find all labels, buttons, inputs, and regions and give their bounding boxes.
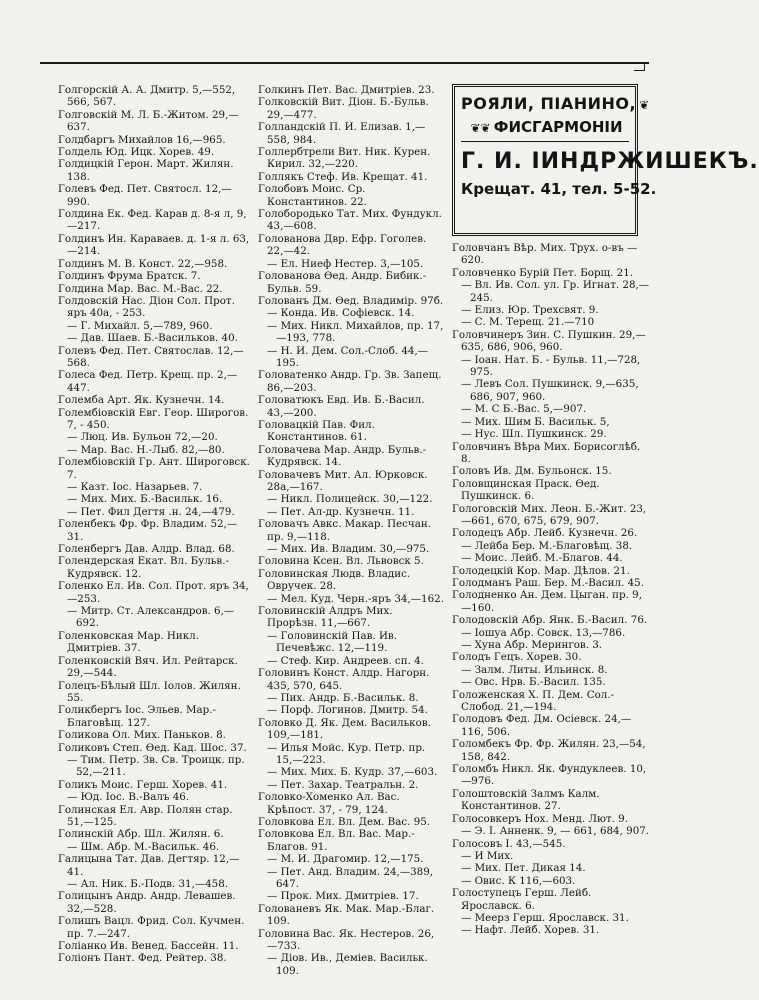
directory-entry: Головкова Ел. Вл. Дем. Вас. 95. <box>258 815 431 828</box>
directory-entry: Голдовскій Нас. Діон Сол. Прот. яръ 40а, - 253. <box>58 294 235 320</box>
directory-entry: Голодманъ Раш. Бер. М.-Васил. 45. <box>452 576 645 589</box>
header-rule-corner <box>634 62 645 71</box>
directory-entry: Головачъ Авкс. Макар. Песчан. пр. 9,—118. <box>258 518 431 543</box>
column-3 <box>452 84 759 937</box>
directory-entry: Головкова Ел. Вл. Вас. Мар.-Благов. 91. <box>258 828 415 853</box>
directory-entry: Голоштовскій Залмъ Калм. Константинов. 27. <box>452 787 600 813</box>
directory-entry: Голованова Двр. Ефр. Гоголев. 22,—42. <box>258 232 427 258</box>
directory-entry: Голембіовскій Евг. Геор. Широгов. 7, - 450. <box>58 406 249 431</box>
directory-entry: — Люц. Ив. Бульон 72,—20. <box>67 431 218 444</box>
directory-entry: — Н. И. Дем. Сол.-Слоб. 44,—195. <box>267 344 429 369</box>
directory-entry: — Ал. Ник. Б.-Подв. 31,—458. <box>67 878 229 890</box>
directory-entry: — Вл. Ив. Сол. ул. Гр. Игнат. 28,—245. <box>461 279 650 304</box>
directory-entry: Голдбаргъ Михайлов 16,—965. <box>58 133 226 146</box>
directory-entry: Голишъ Вацл. Фрид. Сол. Кучмен. пр. 7.—247. <box>58 915 245 940</box>
directory-entry: Голобовъ Моис. Ср. Константинов. 22. <box>258 183 367 208</box>
directory-entry: — Пих. Андр. Б.-Васильк. 8. <box>267 691 419 704</box>
directory-entry: Голландскій П. И. Елизав. 1,—558, 984. <box>258 121 426 146</box>
directory-entry: — Мих. Мих. Б. Кудр. 37,—603. <box>267 766 438 779</box>
directory-entry: Голиковъ Степ. Өед. Кад. Шос. 37. <box>58 741 247 754</box>
directory-entry: Голембіовскій Гр. Ант. Широговск. 7. <box>58 456 250 481</box>
directory-entry: — Нус. Шл. Пушкинск. 29. <box>461 428 607 441</box>
directory-entry: — Нафт. Лейб. Хорев. 31. <box>461 924 600 937</box>
directory-entry: — Мих. Шим Б. Васильк. 5, <box>461 415 610 428</box>
directory-entry: Голдинъ М. В. Конст. 22,—958. <box>58 257 228 270</box>
directory-entry: Голдинъ Ин. Караваев. д. 1-я л. 63,—214. <box>58 232 250 258</box>
directory-entry: — Овис. К 116,—603. <box>461 874 576 887</box>
directory-entry: — Э. І. Анненк. 9, — 661, 684, 907. <box>461 825 650 838</box>
directory-entry: Головко Д. Як. Дем. Васильков. 109,—181. <box>258 716 431 742</box>
directory-entry: Голенковская Мар. Никл. Дмитріев. 37. <box>58 629 199 655</box>
column-2 <box>258 84 444 977</box>
ad-divider <box>461 141 629 142</box>
directory-entry: Головачевъ Мит. Ал. Юрковск. 28а,—167. <box>258 468 428 493</box>
directory-entry: Голдина Мар. Вас. М.-Вас. 22. <box>58 282 223 295</box>
directory-entry: Голосовъ І. 43,—545. <box>452 837 566 850</box>
directory-entry: Голинскій Абр. Шл. Жилян. 6. <box>58 828 224 841</box>
directory-entry: Голицынъ Андр. Андр. Левашев. 32,—528. <box>58 890 236 915</box>
directory-entry: — Митр. Ст. Александров. 6,—692. <box>67 605 235 630</box>
directory-entry: — Елиз. Юр. Трехсвят. 9. <box>461 304 599 317</box>
ad-headline: РОЯЛИ, ПІАНИНО, ❦ <box>461 94 650 113</box>
ornament-icon: ❦ <box>639 98 650 112</box>
directory-entry: Голикбергъ Іос. Эльев. Мар.-Благовѣщ. 127. <box>58 704 217 729</box>
ornament-icon: ❦❦ <box>470 121 491 135</box>
directory-entry: — Мих. Ив. Владим. 30,—975. <box>267 543 430 556</box>
directory-entry: — Илья Мойс. Кур. Петр. пр. 15,—223. <box>267 741 426 766</box>
directory-entry: Головацкій Пав. Фил. Константинов. 61. <box>258 418 375 444</box>
directory-entry: — Стеф. Кир. Андреев. сп. 4. <box>267 654 424 667</box>
directory-entry: Головатюкъ Евд. Ив. Б.-Васил. 43,—200. <box>258 394 425 419</box>
directory-entry: Головчинеръ Зин. С. Пушкин. 29,—635, 686, 906, 960. <box>452 328 646 354</box>
directory-entry: Голлякъ Стеф. Ив. Крещат. 41. <box>258 170 428 183</box>
directory-entry: Голомбекъ Фр. Фр. Жилян. 23,—54, 158, 842. <box>452 738 646 763</box>
directory-entry: Голоступецъ Герш. Лейб. Ярославск. 6. <box>452 887 592 912</box>
directory-entry: — Мих. Пет. Дикая 14. <box>461 862 586 875</box>
directory-entry: — Пет. Захар. Театральн. 2. <box>267 778 419 791</box>
directory-entry: Голдицкій Герон. Март. Жилян. 138. <box>58 158 234 183</box>
directory-entry: Голованова Өед. Андр. Бибик.-Бульв. 59. <box>258 270 427 295</box>
directory-entry: — Діов. Ив., Деміев. Васильк. 109. <box>267 952 428 977</box>
directory-entry: Головачева Мар. Андр. Бульв.-Кудрявск. 14. <box>258 443 427 469</box>
directory-entry: Головатенко Андр. Гр. Зв. Запещ. 86,—203. <box>258 369 442 394</box>
directory-entry: Голодъ Гецъ. Хорев. 30. <box>452 651 582 664</box>
directory-entry: Головина Ксен. Вл. Львовск 5. <box>258 555 424 568</box>
directory-entry: Голоженская Х. П. Дем. Сол.-Слобод. 21,—194. <box>452 688 615 714</box>
directory-entry: Головинская Людв. Владис. Овручек. 28. <box>258 567 411 593</box>
directory-entry: — Г. Михайл. 5,—789, 960. <box>67 319 213 332</box>
directory-entry: Голинская Ел. Авр. Полян стар. 51,—125. <box>58 803 233 828</box>
directory-entry: Голдина Ек. Фед. Карав д. 8-я л, 9,—217. <box>58 208 247 233</box>
directory-entry: — И Мих. <box>461 849 514 862</box>
directory-entry: — Шм. Абр. М.-Васильк. 46. <box>67 840 220 853</box>
column-1 <box>58 84 250 965</box>
directory-entry: Голомбъ Никл. Як. Фундуклеев. 10,—976. <box>452 763 647 788</box>
directory-entry: Головинскій Алдръ Мих. Прорѣзн. 11,—667. <box>258 605 393 630</box>
directory-entry: Голеса Фед. Петр. Крещ. пр. 2,—447. <box>58 369 238 394</box>
directory-entry: Голковскій Вит. Діон. Б.-Бульв. 29,—477. <box>258 96 429 121</box>
directory-entry: — Дав. Шаев. Б.-Васильков. 40. <box>67 332 238 345</box>
directory-entry: Голикова Ол. Мих. Паньков. 8. <box>58 729 226 742</box>
directory-entry: Головченко Бурій Пет. Борщ. 21. <box>452 266 634 279</box>
directory-entry: Голодовъ Фед. Дм. Осіевск. 24,—116, 506. <box>452 713 632 738</box>
directory-entry: — Мар. Вас. Н.-Лыб. 82,—80. <box>67 443 225 456</box>
directory-entry: — Прок. Мих. Дмитріев. 17. <box>267 890 419 903</box>
directory-entry: Голенбергъ Дав. Алдр. Влад. 68. <box>58 543 235 556</box>
directory-entry: — Хуна Абр. Мерингов. 3. <box>461 639 603 651</box>
ad-address: Крещат. 41, тел. 5-52. <box>461 180 657 198</box>
directory-entry: — Тим. Петр. Зв. Св. Троицк. пр. 52,—211. <box>67 753 245 779</box>
directory-entry: — Левъ Сол. Пушкинск. 9,—635, 686, 907, 960. <box>461 378 639 403</box>
directory-entry: Голевъ Фед. Пет. Святослав. 12,—568. <box>58 344 244 369</box>
directory-entry: — Конда. Ив. Софіевск. 14. <box>267 307 415 320</box>
directory-entry: Голговскій М. Л. Б.-Житом. 29,—637. <box>58 108 239 134</box>
directory-entry: — Головинскій Пав. Ив. Печевѣжс. 12,—119. <box>267 629 397 655</box>
directory-entry: — Юд. Іос. В.-Валъ 46. <box>67 791 190 804</box>
directory-entry: — Іошуа Абр. Совск. 13,—786. <box>461 626 626 639</box>
directory-entry: Головщинская Праск. Өед. Пушкинск. 6. <box>452 477 600 503</box>
directory-entry: Голобородько Тат. Мих. Фундукл. 43,—608. <box>258 208 442 233</box>
directory-entry: Голіанко Ив. Венед. Бассейн. 11. <box>58 940 239 953</box>
directory-entry: Голодецкій Кор. Мар. Дѣлов. 21. <box>452 564 630 577</box>
advertisement-box <box>452 84 759 236</box>
directory-entry: Голенбекъ Фр. Фр. Владим. 52,—31. <box>58 518 238 543</box>
directory-entry: Головко-Хоменко Ал. Вас. Крѣпост. 37, - 79, 124. <box>258 791 400 816</box>
directory-entry: Голендерская Екат. Вл. Бульв.-Кудрявск. 12. <box>58 555 229 580</box>
directory-entry: — М. С Б.-Вас. 5,—907. <box>461 403 587 416</box>
directory-entry: Гологовскій Мих. Леон. Б.-Жит. 23,—661, 670, 675, 679, 907. <box>452 502 647 527</box>
directory-entry: — Лейба Бер. М.-Благовѣщ. 38. <box>461 539 633 552</box>
directory-entry: Головчинъ Вѣра Мих. Борисоглѣб. 8. <box>452 440 641 465</box>
directory-entry: Голодовскій Абр. Янк. Б.-Васил. 76. <box>452 614 648 627</box>
directory-entry: — Пет. Ал-др. Кузнечн. 11. <box>267 505 415 518</box>
directory-entry: Головчанъ Вѣр. Мих. Трух. о-въ —620. <box>452 242 638 267</box>
directory-entry: — С. М. Терещ. 21.—710 <box>461 316 595 329</box>
directory-entry: Голіонъ Пант. Фед. Рейтер. 38. <box>58 952 227 965</box>
directory-entry: Голованъ Дм. Өед. Владимір. 97б. <box>258 294 444 307</box>
directory-entry: — Залм. Литы. Ильинск. 8. <box>461 663 608 676</box>
directory-entry: — Никл. Полицейск. 30,—122. <box>267 493 433 506</box>
directory-entry: — Ел. Ниеф Нестер. 3,—105. <box>267 257 424 270</box>
directory-entry: — Порф. Логинов. Дмитр. 54. <box>267 704 428 717</box>
directory-entry: Големба Арт. Як. Кузнечн. 14. <box>58 394 225 407</box>
directory-entry: Голенковскій Вяч. Ил. Рейтарск. 29,—544. <box>58 654 238 680</box>
directory-entry: — Моис. Лейб. М.-Благов. 44. <box>461 552 623 565</box>
directory-entry: Голецъ-Бѣлый Шл. Іолов. Жилян. 55. <box>58 679 241 704</box>
directory-entry: — Іоан. Нат. Б. - Бульв. 11,—728, 975. <box>461 353 641 379</box>
directory-entry: — Меерз Герш. Ярославск. 31. <box>461 911 629 924</box>
directory-entry: Головинъ Конст. Алдр. Нагорн. 435, 570, 645. <box>258 667 430 692</box>
directory-entry: Голдель Юд. Ицк. Хорев. 49. <box>58 146 215 159</box>
directory-entry: — Пет. Фил Дегтя .н. 24,—479. <box>67 505 235 518</box>
column-3-list <box>452 242 652 937</box>
header-rule <box>40 62 649 64</box>
directory-entry: Голкинъ Пет. Вас. Дмитріев. 23. <box>258 84 435 96</box>
directory-entry: Голевъ Фед. Пет. Святосл. 12,—990. <box>58 183 232 208</box>
directory-entry: Головина Вас. Як. Нестеров. 26,—733. <box>258 927 435 953</box>
directory-entry: Галицына Тат. Дав. Дегтяр. 12,—41. <box>58 853 240 878</box>
directory-entry: Голикъ Моис. Герш. Хорев. 41. <box>58 778 228 791</box>
directory-entry: Голлербтрели Вит. Ник. Курен. Кирил. 32,—220. <box>258 146 431 171</box>
directory-entry: — Пет. Анд. Владим. 24,—389, 647. <box>267 865 434 890</box>
directory-entry: — М. И. Драгомир. 12,—175. <box>267 853 424 866</box>
directory-entry: Голосовкеръ Нох. Менд. Лют. 9. <box>452 812 629 825</box>
directory-entry: Голодецъ Абр. Лейб. Кузнечн. 26. <box>452 527 638 540</box>
directory-entry: Голдинъ Фрума Братск. 7. <box>58 270 201 283</box>
directory-entry: Голованевъ Як. Мак. Мар.-Благ. 109. <box>258 902 435 928</box>
directory-entry: Голодненко Ан. Дем. Цыган. пр. 9,—160. <box>452 589 642 614</box>
directory-entry: — Мих. Мих. Б.-Васильк. 16. <box>67 493 223 506</box>
directory-entry: — Овс. Нрв. Б.-Васил. 135. <box>461 676 606 689</box>
directory-entry: — Мих. Никл. Михайлов, пр. 17,—193, 778. <box>267 319 444 345</box>
ad-subheadline: ❦❦ ФИСГАРМОНІИ <box>470 118 623 136</box>
directory-entry: — Казт. Іос. Назарьев. 7. <box>67 481 203 493</box>
directory-entry: Голгорскій А. А. Дмитр. 5,—552, 566, 567. <box>58 84 236 109</box>
ad-merchant-name: Г. И. ІИНДРЖИШЕКЪ. <box>461 149 759 174</box>
directory-entry: Головъ Ив. Дм. Бульонск. 15. <box>452 465 612 478</box>
directory-entry: — Мел. Куд. Черн.-яръ 34,—162. <box>267 592 444 605</box>
directory-entry: Голенко Ел. Ив. Сол. Прот. яръ 34,—253. <box>58 580 249 605</box>
